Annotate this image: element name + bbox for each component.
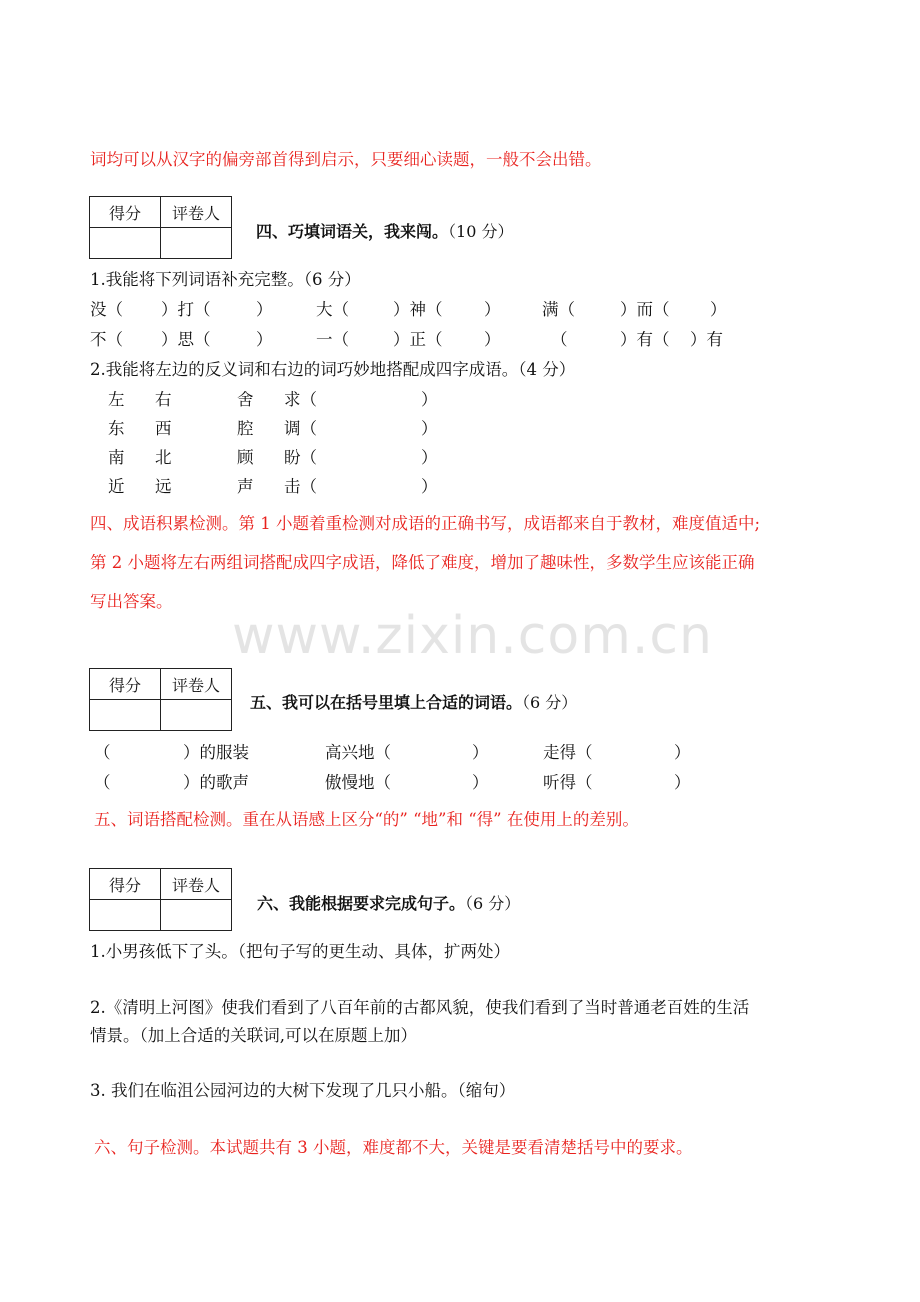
blank-close: ） bbox=[421, 390, 438, 409]
blank-close: ） bbox=[421, 477, 438, 496]
blank-item[interactable]: ）思（ bbox=[161, 330, 211, 349]
score-cell[interactable] bbox=[90, 228, 161, 259]
s4-q1-title: 1.我能将下列词语补充完整。（6 分） bbox=[90, 270, 361, 289]
s6-q3: 3. 我们在临沮公园河边的大树下发现了几只小船。（缩句） bbox=[90, 1081, 516, 1100]
blank-item[interactable]: ） bbox=[710, 300, 727, 319]
word-b-blank[interactable]: 调（ bbox=[284, 419, 317, 438]
blank-item: ） bbox=[472, 773, 489, 792]
score-header: 得分 bbox=[90, 669, 161, 700]
blank-item[interactable]: ）打（ bbox=[161, 300, 211, 319]
watermark-text: www.zixin.com.cn bbox=[232, 606, 713, 666]
grader-cell[interactable] bbox=[161, 700, 232, 731]
blank-item: ） bbox=[674, 773, 691, 792]
blank-item[interactable]: （ bbox=[94, 743, 111, 762]
section4-heading bbox=[256, 219, 513, 242]
blank-item[interactable]: 高兴地（ bbox=[325, 743, 391, 762]
blank-item[interactable]: 听得（ bbox=[543, 773, 593, 792]
word-a: 舍 bbox=[237, 390, 254, 409]
antonym-right: 远 bbox=[155, 477, 172, 496]
score-cell[interactable] bbox=[90, 900, 161, 931]
blank-item: ） bbox=[472, 743, 489, 762]
section6-title: 六、我能根据要求完成句子。 bbox=[257, 894, 466, 913]
s5-note: 五、词语搭配检测。重在从语感上区分“的” “地”和 “得” 在使用上的差别。 bbox=[94, 810, 639, 829]
score-table-section5 bbox=[89, 668, 232, 731]
grader-header: 评卷人 bbox=[161, 669, 232, 700]
grader-cell[interactable] bbox=[161, 900, 232, 931]
intro-note: 词均可以从汉字的偏旁部首得到启示，只要细心读题，一般不会出错。 bbox=[90, 150, 602, 169]
blank-item[interactable]: 满（ bbox=[542, 300, 575, 319]
section5-points: （6 分） bbox=[522, 693, 578, 712]
blank-item[interactable]: 不（ bbox=[90, 330, 123, 349]
word-b-blank[interactable]: 求（ bbox=[284, 390, 317, 409]
s4-note-line2: 第 2 小题将左右两组词搭配成四字成语，降低了难度，增加了趣味性，多数学生应该能正确 bbox=[90, 553, 755, 572]
word-a: 声 bbox=[237, 477, 254, 496]
antonym-left: 南 bbox=[108, 448, 125, 467]
blank-item[interactable]: 大（ bbox=[316, 300, 349, 319]
score-table-section4 bbox=[89, 196, 232, 259]
antonym-right: 北 bbox=[155, 448, 172, 467]
word-a: 顾 bbox=[237, 448, 254, 467]
grader-header: 评卷人 bbox=[161, 869, 232, 900]
blank-close: ） bbox=[421, 419, 438, 438]
s6-note: 六、句子检测。本试题共有 3 小题，难度都不大，关键是要看清楚括号中的要求。 bbox=[94, 1138, 693, 1157]
blank-item[interactable]: （ bbox=[551, 330, 568, 349]
s4-note-line3: 写出答案。 bbox=[90, 592, 173, 611]
blank-item[interactable]: ） bbox=[484, 300, 501, 319]
s6-q1: 1.小男孩低下了头。（把句子写的更生动、具体，扩两处） bbox=[90, 942, 510, 961]
blank-item[interactable]: ） bbox=[484, 330, 501, 349]
blank-item[interactable]: ）有（ bbox=[620, 330, 670, 349]
word-a: 腔 bbox=[237, 419, 254, 438]
section4-title: 四、巧填词语关，我来闯。 bbox=[256, 222, 449, 241]
word-b-blank[interactable]: 击（ bbox=[284, 477, 317, 496]
grader-header: 评卷人 bbox=[161, 197, 232, 228]
grader-cell[interactable] bbox=[161, 228, 232, 259]
score-header: 得分 bbox=[90, 197, 161, 228]
s6-q2-line1: 2.《清明上河图》使我们看到了八百年前的古都风貌，使我们看到了当时普通老百姓的生活 bbox=[90, 998, 750, 1017]
blank-item: ） bbox=[674, 743, 691, 762]
blank-item[interactable]: ）的歌声 bbox=[183, 773, 249, 792]
blank-item[interactable]: 走得（ bbox=[543, 743, 593, 762]
blank-item[interactable]: ）而（ bbox=[620, 300, 670, 319]
antonym-left: 左 bbox=[108, 390, 125, 409]
blank-item[interactable]: ）有 bbox=[690, 330, 723, 349]
blank-close: ） bbox=[421, 448, 438, 467]
section6-heading bbox=[257, 891, 520, 914]
section4-points: （10 分） bbox=[448, 222, 514, 241]
blank-item[interactable]: ） bbox=[256, 300, 273, 319]
s4-q2-title: 2.我能将左边的反义词和右边的词巧妙地搭配成四字成语。（4 分） bbox=[90, 360, 576, 379]
antonym-right: 右 bbox=[155, 390, 172, 409]
blank-item[interactable]: 一（ bbox=[316, 330, 349, 349]
blank-item[interactable]: ）的服装 bbox=[183, 743, 249, 762]
blank-item[interactable]: （ bbox=[94, 773, 111, 792]
section6-points: （6 分） bbox=[465, 894, 521, 913]
section5-heading bbox=[250, 690, 577, 713]
score-header: 得分 bbox=[90, 869, 161, 900]
blank-item[interactable]: 没（ bbox=[90, 300, 123, 319]
score-cell[interactable] bbox=[90, 700, 161, 731]
antonym-left: 东 bbox=[108, 419, 125, 438]
section5-title: 五、我可以在括号里填上合适的词语。 bbox=[250, 693, 523, 712]
blank-item[interactable]: ）神（ bbox=[393, 300, 443, 319]
s6-q2-line2: 情景。（加上合适的关联词,可以在原题上加） bbox=[90, 1026, 417, 1045]
s4-note-line1: 四、成语积累检测。第 1 小题着重检测对成语的正确书写，成语都来自于教材，难度值适中; bbox=[90, 514, 761, 533]
word-b-blank[interactable]: 盼（ bbox=[284, 448, 317, 467]
blank-item[interactable]: ）正（ bbox=[393, 330, 443, 349]
blank-item[interactable]: 傲慢地（ bbox=[325, 773, 391, 792]
blank-item[interactable]: ） bbox=[256, 330, 273, 349]
antonym-left: 近 bbox=[108, 477, 125, 496]
score-table-section6 bbox=[89, 868, 232, 931]
antonym-right: 西 bbox=[155, 419, 172, 438]
